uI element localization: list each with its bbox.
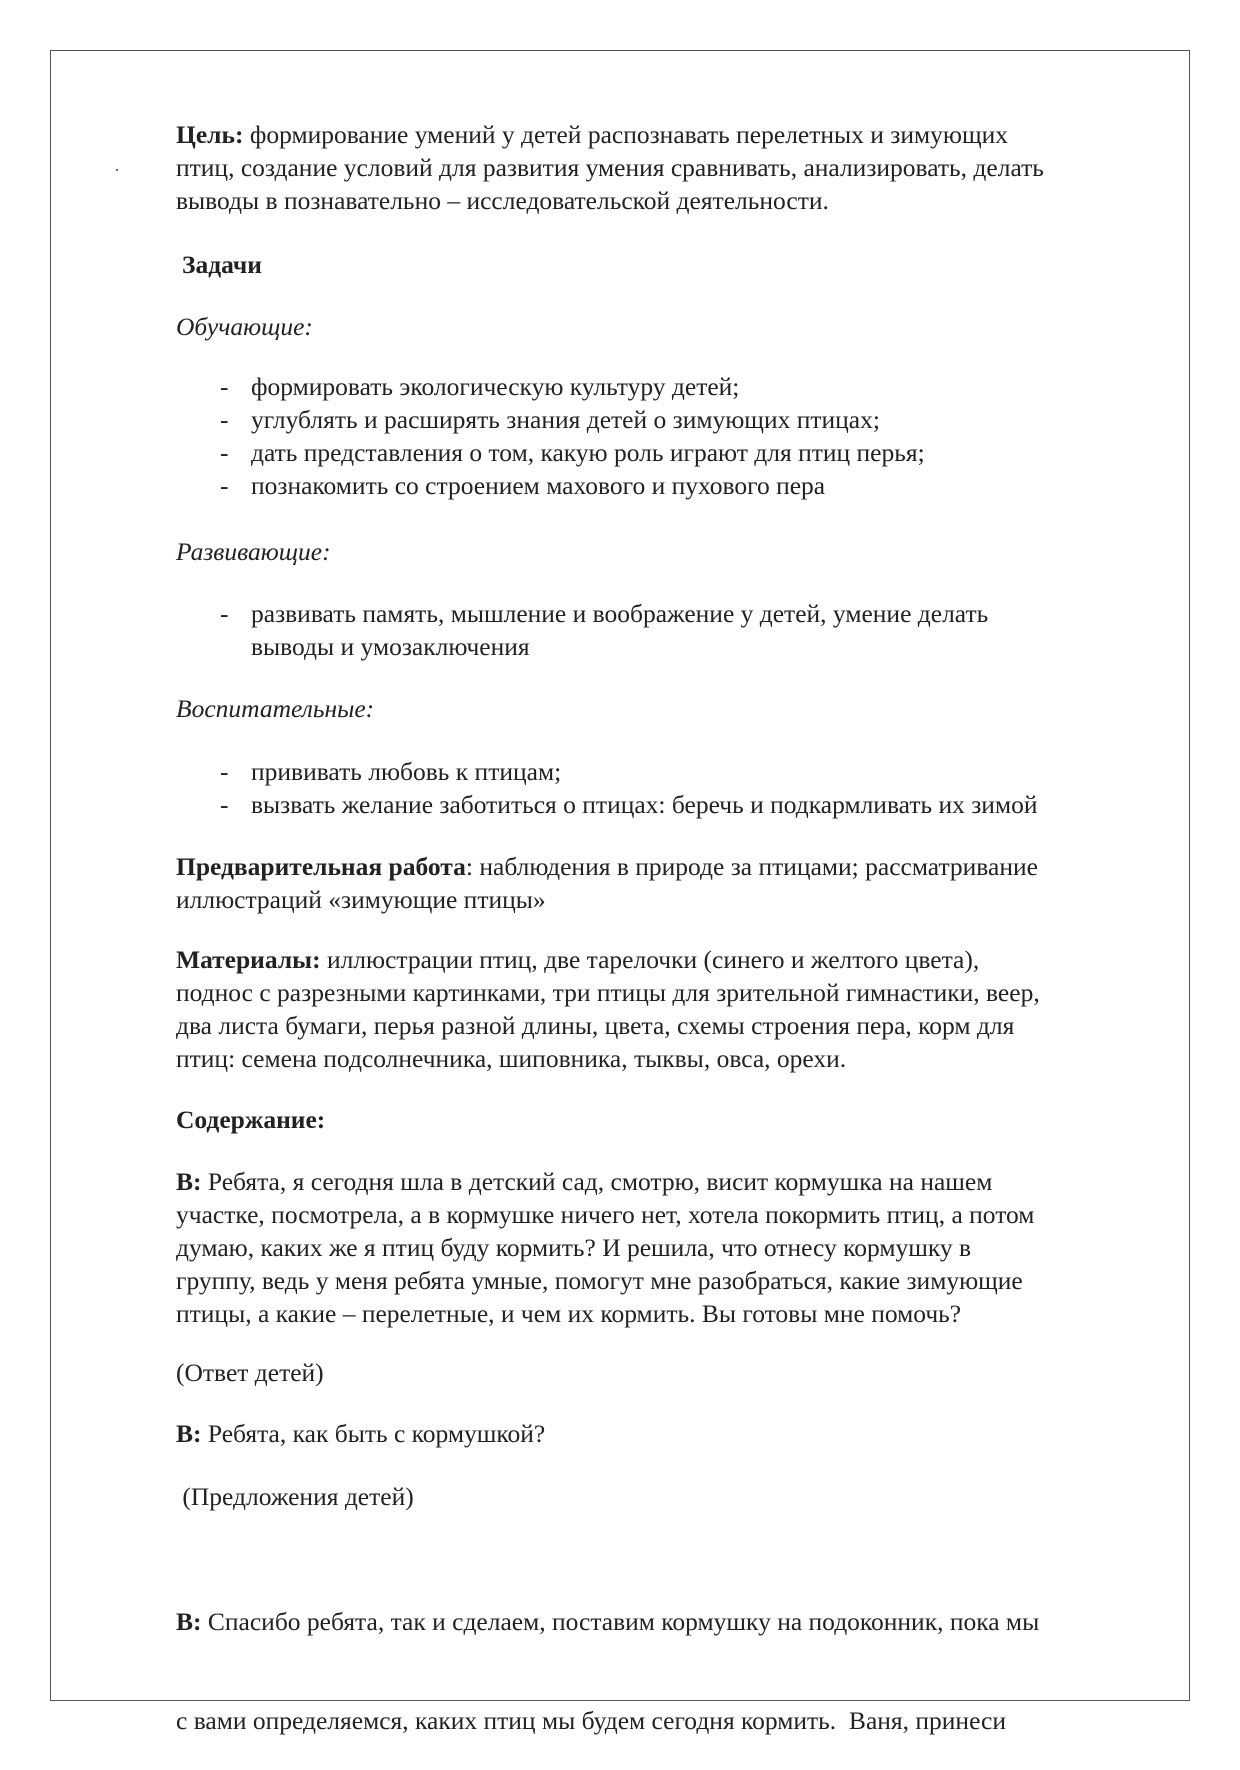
- bullet: -: [220, 471, 229, 500]
- teaching-list: [220, 370, 925, 502]
- bullet: -: [220, 438, 229, 467]
- educational-list: [220, 755, 1038, 821]
- list-item: [220, 597, 988, 663]
- text-line: поднос с разрезными картинками, три птицы для зрительной гимнастики, веер,: [176, 978, 1040, 1007]
- text-line: : наблюдения в природе за птицами; рассматривание: [465, 852, 1038, 881]
- dialogue-paragraph: [176, 1539, 1039, 1770]
- text-line: участке, посмотрела, а в кормушке ничего нет, хотела покормить птиц, а потом: [176, 1200, 1035, 1229]
- heading-text: Воспитательные:: [176, 694, 375, 723]
- goal-paragraph: [176, 118, 1044, 217]
- list-item-text: формировать экологическую культуру детей;: [251, 372, 740, 401]
- dialogue-paragraph: [176, 1417, 545, 1450]
- heading-text: Развивающие:: [176, 537, 331, 566]
- tasks-heading: [182, 248, 262, 281]
- educational-heading: [176, 692, 374, 725]
- list-item: [220, 469, 925, 502]
- list-item: [220, 370, 925, 403]
- list-item: [220, 436, 925, 469]
- list-item-text: вызвать желание заботиться о птицах: беречь и подкармливать их зимой: [251, 790, 1038, 819]
- content-heading: [176, 1103, 325, 1136]
- heading-text: Обучающие:: [176, 312, 313, 341]
- teaching-heading: [176, 310, 313, 343]
- children-suggestions: [176, 1480, 414, 1513]
- list-item: [220, 788, 1038, 821]
- children-answer: [176, 1356, 324, 1389]
- text-line: иллюстраций «зимующие птицы»: [176, 885, 546, 914]
- list-item-text: углублять и расширять знания детей о зимующих птицах;: [251, 405, 880, 434]
- text-line: формирование умений у детей распознавать перелетных и зимующих: [243, 120, 1008, 149]
- developing-heading: [176, 535, 331, 568]
- dialogue-paragraph: [176, 1165, 1034, 1330]
- bullet: -: [220, 757, 229, 786]
- text-line: иллюстрации птиц, две тарелочки (синего и желтого цвета),: [320, 945, 980, 974]
- text-line: группу, ведь у меня ребята умные, помогут мне разобраться, какие зимующие: [176, 1266, 1023, 1295]
- preliminary-label: Предварительная работа: [176, 852, 466, 881]
- speaker-label: В:: [176, 1419, 202, 1448]
- list-item-text: развивать память, мышление и воображение у детей, умение делать: [251, 599, 989, 628]
- list-item: [220, 403, 925, 436]
- heading-text: Содержание:: [176, 1105, 326, 1134]
- bullet: -: [220, 790, 229, 819]
- developing-list: [220, 597, 988, 663]
- text-line: Ребята, я сегодня шла в детский сад, смотрю, висит кормушка на нашем: [201, 1167, 993, 1196]
- stray-dot: [116, 169, 118, 171]
- text-line: (Ответ детей): [176, 1358, 324, 1387]
- list-item-text: прививать любовь к птицам;: [251, 757, 562, 786]
- speaker-label: В:: [176, 1167, 202, 1196]
- text-line: птицы, а какие – перелетные, и чем их кормить. Вы готовы мне помочь?: [176, 1299, 962, 1328]
- list-item-text: дать представления о том, какую роль играют для птиц перья;: [251, 438, 925, 467]
- bullet: -: [220, 372, 229, 401]
- text-line: два листа бумаги, перья разной длины, цвета, схемы строения пера, корм для: [176, 1011, 1015, 1040]
- bullet: -: [220, 405, 229, 434]
- list-item-text: выводы и умозаключения: [251, 632, 530, 661]
- text-line: Спасибо ребята, так и сделаем, поставим кормушку на подоконник, пока мы: [201, 1607, 1040, 1636]
- text-line: выводы в познавательно – исследовательской деятельности.: [176, 186, 829, 215]
- preliminary-paragraph: [176, 850, 1038, 916]
- bullet: -: [220, 599, 229, 628]
- goal-label: Цель:: [176, 120, 244, 149]
- text-line: птиц, создание условий для развития умения сравнивать, анализировать, делать: [176, 153, 1044, 182]
- heading-text: Задачи: [182, 250, 262, 279]
- text-line: Ребята, как быть с кормушкой?: [201, 1419, 546, 1448]
- list-item: [220, 755, 1038, 788]
- text-line: думаю, каких же я птиц буду кормить? И решила, что отнесу кормушку в: [176, 1233, 972, 1262]
- text-line: (Предложения детей): [176, 1482, 414, 1511]
- materials-paragraph: [176, 943, 1040, 1075]
- text-line: с вами определяемся, каких птиц мы будем сегодня кормить. Ваня, принеси: [176, 1706, 1006, 1735]
- speaker-label: В:: [176, 1607, 202, 1636]
- list-item-text: познакомить со строением махового и пухового пера: [251, 471, 826, 500]
- materials-label: Материалы:: [176, 945, 321, 974]
- text-line: птиц: семена подсолнечника, шиповника, тыквы, овса, орехи.: [176, 1044, 847, 1073]
